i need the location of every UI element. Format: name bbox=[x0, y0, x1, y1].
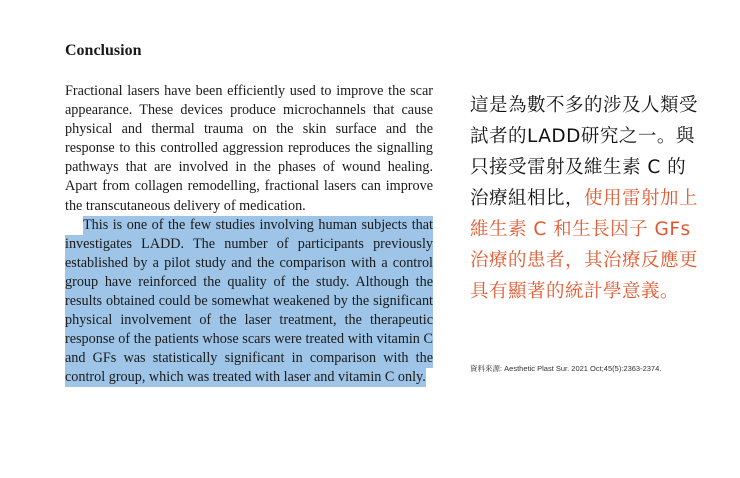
paragraph-study bbox=[65, 216, 433, 388]
paragraph-lasers: Fractional lasers have been efficiently used to improve the scar appearance. These devices produce microchannels that cause physical and thermal trauma on the skin surface and the response to this controlled aggression reproduces the signalling pathways that are involved in the phases of wound healing. Apart from collagen remodelling, fractional lasers can improve the transcutaneous delivery of medication. bbox=[65, 83, 433, 214]
paper-excerpt bbox=[65, 40, 433, 388]
source-citation: 資料來源: Aesthetic Plast Sur. 2021 Oct;45(5):2363-2374. bbox=[470, 364, 662, 373]
chinese-annotation bbox=[470, 90, 702, 307]
annotation-emphasis: 使用雷射加上維生素 C 和生長因子 GFs 治療的患者，其治療反應更具有顯著的統計學意義。 bbox=[470, 188, 699, 302]
annotation-text: 這是為數不多的涉及人類受試者的LADD研究之一。與只接受雷射及維生素 C 的治療組相比， bbox=[470, 95, 699, 209]
highlighted-passage: This is one of the few studies involving human subjects that investigates LADD. The number of participants previously established by a pilot study and the comparison with a control group have reinforced the quality of the study. Although the results obtained could be somewhat weakened by the significant physical involvement of the laser treatment, the therapeutic response of the patients whose scars were treated with vitamin C and GFs was statistically significant in comparison with the control group, which was treated with laser and vitamin C only. bbox=[65, 216, 433, 386]
section-heading: Conclusion bbox=[65, 42, 142, 59]
